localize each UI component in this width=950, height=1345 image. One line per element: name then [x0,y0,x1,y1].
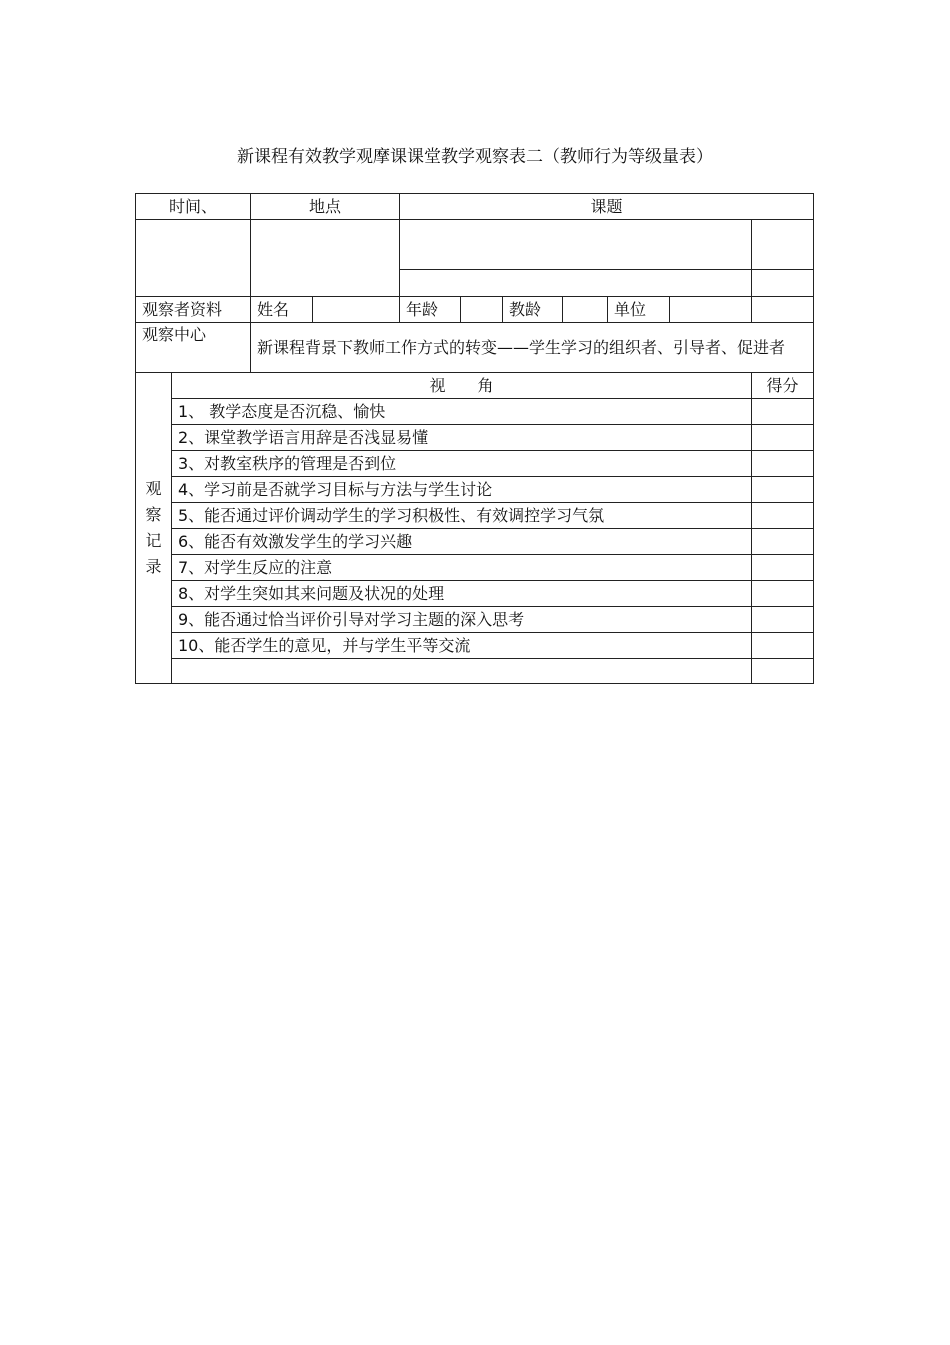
teaching-age-value-cell[interactable] [563,297,608,323]
topic-extra-cell[interactable] [752,220,814,270]
record-label-cell [136,373,172,684]
unit-value-cell[interactable] [670,297,752,323]
record-item: 1、 教学态度是否沉稳、愉快 [172,399,752,425]
score-cell[interactable] [752,399,814,425]
observer-extra-cell[interactable] [752,297,814,323]
topic-value-cell-2[interactable] [400,270,752,297]
score-cell[interactable] [752,555,814,581]
record-item: 3、对教室秩序的管理是否到位 [172,451,752,477]
name-label: 姓名 [251,297,313,323]
record-item: 10、能否学生的意见，并与学生平等交流 [172,633,752,659]
score-cell[interactable] [752,607,814,633]
score-cell[interactable] [752,581,814,607]
age-value-cell[interactable] [461,297,503,323]
time-header: 时间、 [136,194,251,220]
name-value-cell[interactable] [313,297,400,323]
score-cell[interactable] [752,529,814,555]
observer-label: 观察者资料 [136,297,251,323]
score-cell[interactable] [752,425,814,451]
record-item: 9、能否通过恰当评价引导对学习主题的深入思考 [172,607,752,633]
score-cell[interactable] [752,633,814,659]
blank-row-cell[interactable] [172,659,752,684]
topic-extra-cell-2[interactable] [752,270,814,297]
record-label: 观察记录 [145,479,162,576]
topic-value-cell[interactable] [400,220,752,270]
score-header: 得分 [752,373,814,399]
record-item: 4、学习前是否就学习目标与方法与学生讨论 [172,477,752,503]
unit-label: 单位 [608,297,670,323]
document-title: 新课程有效教学观摩课课堂教学观察表二（教师行为等级量表） [237,147,713,167]
record-item: 5、能否通过评价调动学生的学习积极性、有效调控学习气氛 [172,503,752,529]
record-item: 8、对学生突如其来问题及状况的处理 [172,581,752,607]
focus-text: 新课程背景下教师工作方式的转变——学生学习的组织者、引导者、促进者 [251,323,814,373]
age-label: 年龄 [400,297,461,323]
score-cell[interactable] [752,477,814,503]
place-header: 地点 [251,194,400,220]
record-item: 6、能否有效激发学生的学习兴趣 [172,529,752,555]
time-value-cell[interactable] [136,220,251,297]
topic-header: 课题 [400,194,814,220]
place-value-cell[interactable] [251,220,400,297]
score-cell[interactable] [752,503,814,529]
teaching-age-label: 教龄 [503,297,563,323]
focus-label: 观察中心 [136,323,251,373]
blank-score-cell[interactable] [752,659,814,684]
perspective-header: 视 角 [172,373,752,399]
observation-table [135,193,814,684]
record-item: 7、对学生反应的注意 [172,555,752,581]
record-item: 2、课堂教学语言用辞是否浅显易懂 [172,425,752,451]
score-cell[interactable] [752,451,814,477]
